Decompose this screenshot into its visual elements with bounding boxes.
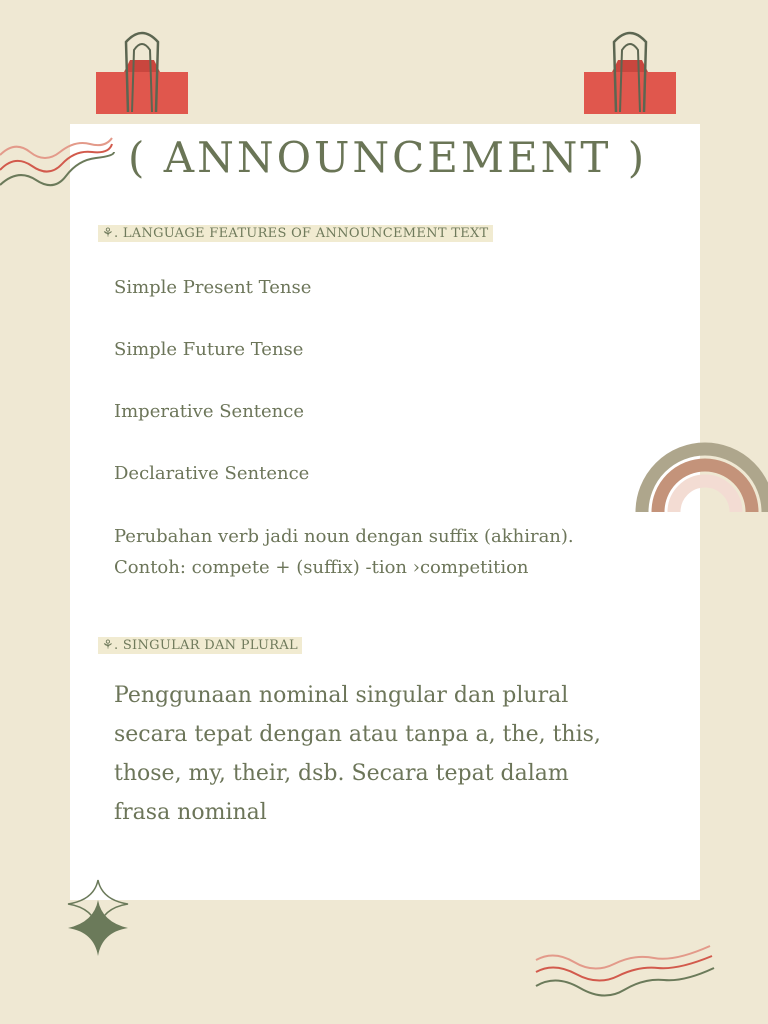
section-heading-singular-plural: ⚘. SINGULAR DAN PLURAL — [98, 637, 302, 654]
list-item: Simple Future Tense — [114, 339, 304, 360]
paragraph: Penggunaan nominal singular dan plural secara tepat dengan atau tanpa a, the, this, those, my, their, dsb. Secara tepat dalam frasa nominal — [114, 683, 601, 825]
binder-clip-icon — [584, 24, 676, 114]
section-heading-language-features: ⚘. LANGUAGE FEATURES OF ANNOUNCEMENT TEXT — [98, 225, 493, 242]
list-item: Simple Present Tense — [114, 277, 312, 298]
wavy-lines-icon — [0, 130, 115, 195]
example-line: Contoh: compete + (suffix) -tion ›competition — [114, 557, 529, 578]
list-item: Declarative Sentence — [114, 463, 310, 484]
rainbow-icon — [634, 402, 768, 514]
binder-clip-icon — [96, 24, 188, 114]
list-item: Imperative Sentence — [114, 401, 305, 422]
sparkle-star-icon — [66, 878, 132, 960]
list-item: Perubahan verb jadi noun dengan suffix (akhiran). — [114, 526, 574, 547]
wavy-lines-icon — [534, 940, 716, 1008]
page-title: ( ANNOUNCEMENT ) — [128, 133, 648, 182]
